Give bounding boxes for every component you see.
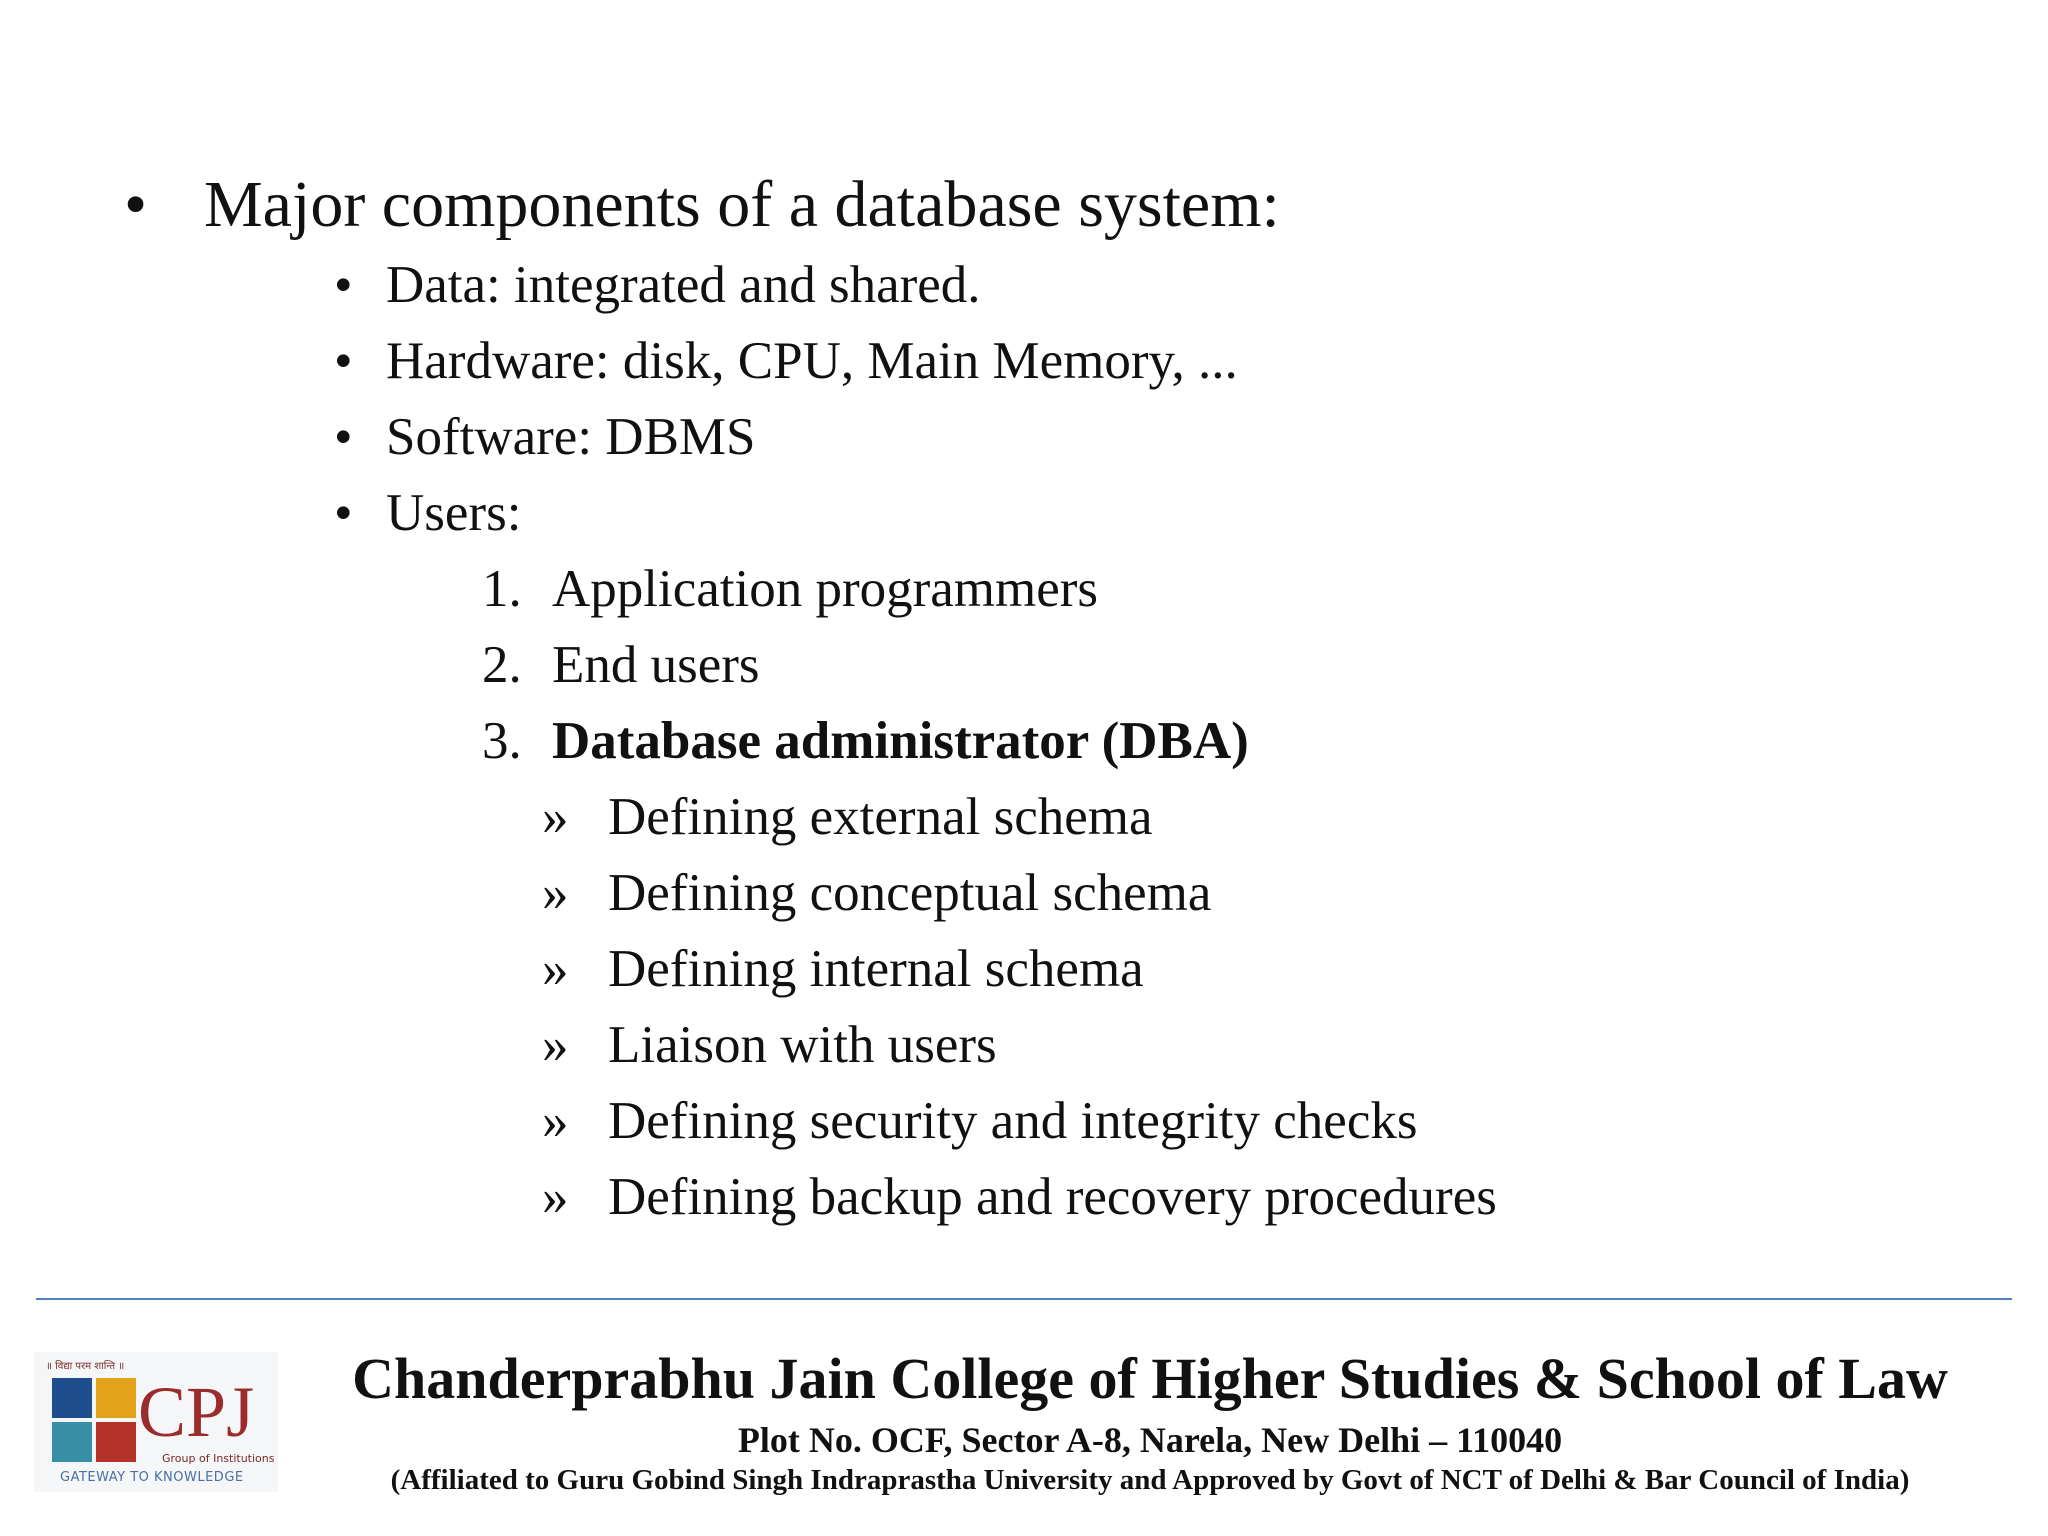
component-users: Users: [386, 484, 522, 542]
duty-security-integrity: Defining security and integrity checks [608, 1092, 1418, 1150]
component-bullet: • [334, 332, 353, 390]
duty-conceptual-schema: Defining conceptual schema [608, 864, 1212, 922]
person-icon [96, 1422, 136, 1462]
footer-divider [36, 1298, 2012, 1300]
graduation-cap-icon [52, 1378, 92, 1418]
user-dba: Database administrator (DBA) [552, 712, 1249, 770]
user-number: 2. [482, 636, 522, 694]
duty-marker: » [542, 864, 569, 922]
component-hardware: Hardware: disk, CPU, Main Memory, ... [386, 332, 1238, 390]
logo-gateway-text: GATEWAY TO KNOWLEDGE [60, 1470, 244, 1485]
heading-text: Major components of a database system: [204, 168, 1280, 241]
component-software: Software: DBMS [386, 408, 756, 466]
footer [0, 1330, 2048, 1536]
scales-of-justice-icon [52, 1422, 92, 1462]
duty-marker: » [542, 1168, 569, 1226]
duty-marker: » [542, 788, 569, 846]
user-application-programmers: Application programmers [552, 560, 1099, 618]
duty-marker: » [542, 1016, 569, 1074]
emblem-icon [96, 1378, 136, 1418]
college-logo [34, 1352, 278, 1492]
logo-wordmark: CPJ [138, 1372, 255, 1452]
component-bullet: • [334, 256, 353, 314]
college-address: Plot No. OCF, Sector A-8, Narela, New Delhi – 110040 [737, 1420, 1563, 1460]
duty-external-schema: Defining external schema [608, 788, 1153, 846]
duty-marker: » [542, 1092, 569, 1150]
duty-internal-schema: Defining internal schema [608, 940, 1144, 998]
user-number: 1. [482, 560, 522, 618]
component-data: Data: integrated and shared. [386, 256, 981, 314]
user-number: 3. [482, 712, 522, 770]
duty-backup-recovery: Defining backup and recovery procedures [608, 1168, 1497, 1226]
heading-bullet: • [124, 168, 148, 241]
duty-marker: » [542, 940, 569, 998]
logo-group-text: Group of Institutions [162, 1452, 275, 1465]
college-affiliation: (Affiliated to Guru Gobind Singh Indraprastha University and Approved by Govt of NCT of Delhi & Bar Council of India) [390, 1464, 1910, 1496]
component-bullet: • [334, 408, 353, 466]
college-name: Chanderprabhu Jain College of Higher Studies & School of Law [352, 1346, 1948, 1411]
user-end-users: End users [552, 636, 760, 694]
component-bullet: • [334, 484, 353, 542]
logo-tagline: ॥ विद्या परम शान्ति ॥ [46, 1361, 125, 1372]
duty-liaison: Liaison with users [608, 1016, 997, 1074]
